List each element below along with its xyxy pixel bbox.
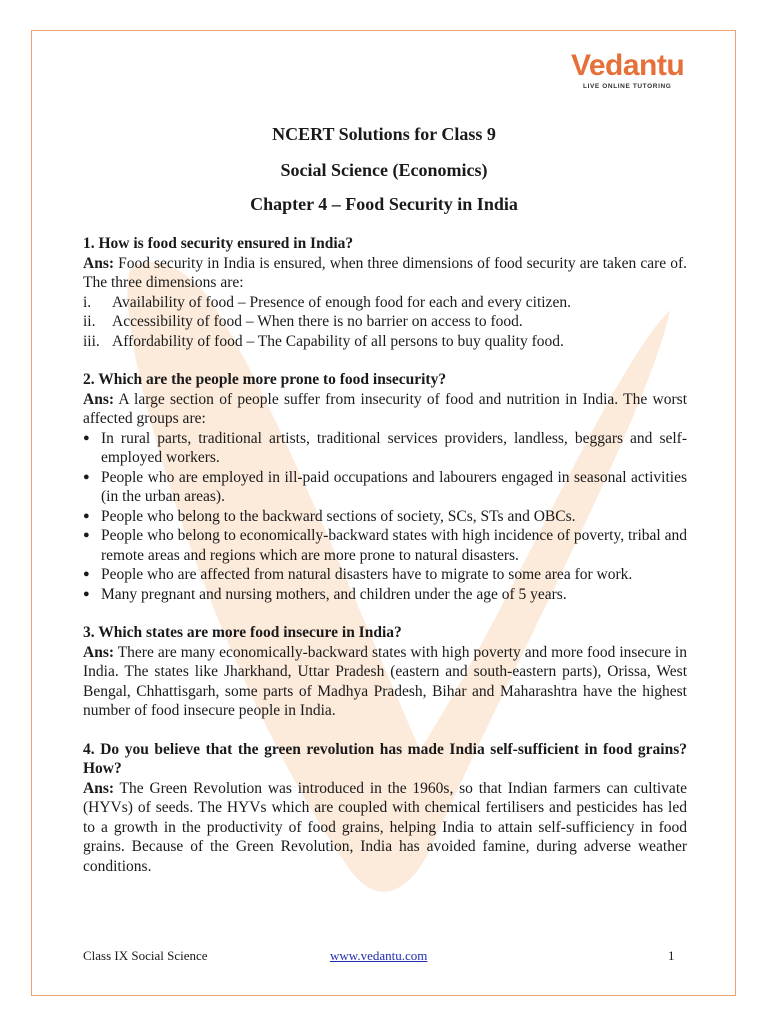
question-block-4 [83, 740, 687, 877]
page-number: 1 [668, 948, 675, 963]
answer-label: Ans: [83, 779, 115, 797]
bullet-icon: ● [83, 529, 90, 541]
list-number: ii. [83, 313, 96, 330]
bullet-icon: ● [83, 470, 90, 483]
answer-body: A large section of people suffer from insecurity of food and nutrition in India. The worst affected groups are: [83, 390, 687, 427]
answer-body: Food security in India is ensured, when three dimensions of food security are taken care of. The three dimensions are: [83, 254, 687, 291]
list-text: Accessibility of food – When there is no barrier on access to food. [112, 313, 523, 330]
question-heading: 4. Do you believe that the green revolution has made India self-sufficient in food grains? How? [83, 740, 687, 777]
answer-text [83, 643, 687, 721]
question-block-2 [83, 370, 687, 604]
list-item [83, 312, 687, 332]
bullet-item [83, 526, 687, 565]
answer-text [83, 254, 687, 293]
bullet-text: People who belong to the backward sections of society, SCs, STs and OBCs. [101, 507, 576, 525]
bullet-item [83, 565, 687, 585]
answer-text [83, 390, 687, 429]
document-body [83, 234, 687, 895]
question-block-3 [83, 623, 687, 721]
bullet-item [83, 468, 687, 507]
answer-label: Ans: [83, 254, 115, 272]
bullet-icon: ● [83, 509, 90, 522]
bullet-item [83, 429, 687, 468]
footer-website-link[interactable]: www.vedantu.com [330, 948, 428, 963]
bullet-text: People who are affected from natural disasters have to migrate to some area for work. [101, 566, 633, 583]
doc-title: NCERT Solutions for Class 9 [272, 124, 496, 144]
bullet-text: People who belong to economically-backward states with high incidence of poverty, tribal and remote areas and regions which are more prone to natural disasters. [101, 527, 687, 564]
question-heading: 3. Which states are more food insecure in India? [83, 624, 402, 641]
list-text: Availability of food – Presence of enough food for each and every citizen. [112, 293, 571, 311]
list-item [83, 332, 687, 352]
answer-body: The Green Revolution was introduced in the 1960s, so that Indian farmers can cultivate (HYVs) of seeds. The HYVs which are coupled with chemical fertilisers and pesticides has led to a growth in the productivity of food grains, helping India to attain self-sufficiency in food grains. Because of the Green Revolution, India has avoided famine, during adverse weather conditions. [83, 779, 687, 875]
answer-body: There are many economically-backward states with high poverty and more food insecure in India. The states like Jharkhand, Uttar Pradesh (eastern and south-eastern parts), Orissa, West Bengal, Chhattisgarh, some parts of Madhya Pradesh, Bihar and Maharashtra have the highest number of food insecure people in India. [83, 643, 687, 719]
logo-wordmark: Vedantu [571, 49, 685, 82]
question-block-1 [83, 234, 687, 351]
bullet-text: Many pregnant and nursing mothers, and children under the age of 5 years. [101, 585, 567, 603]
list-number: i. [83, 293, 92, 311]
question-heading: 2. Which are the people more prone to food insecurity? [83, 371, 447, 388]
list-text: Affordability of food – The Capability of all persons to buy quality food. [112, 332, 564, 350]
bullet-text: People who are employed in ill-paid occupations and labourers engaged in seasonal activities (in the urban areas). [101, 468, 687, 505]
bullet-item [83, 507, 687, 527]
answer-text [83, 779, 687, 877]
footer-class-label: Class IX Social Science [83, 948, 208, 963]
logo-tagline: LIVE ONLINE TUTORING [583, 83, 672, 90]
answer-label: Ans: [83, 390, 115, 408]
list-item [83, 293, 687, 313]
bullet-icon: ● [83, 431, 90, 444]
bullet-icon: ● [83, 568, 90, 580]
list-number: iii. [83, 332, 100, 350]
vedantu-logo[interactable] [571, 50, 689, 96]
bullet-item [83, 585, 687, 605]
doc-chapter: Chapter 4 – Food Security in India [250, 194, 518, 214]
bullet-icon: ● [83, 587, 90, 600]
bullet-text: In rural parts, traditional artists, traditional services providers, landless, beggars and self-employed workers. [101, 429, 687, 466]
question-heading: 1. How is food security ensured in India? [83, 235, 354, 252]
doc-subject: Social Science (Economics) [280, 160, 488, 180]
answer-label: Ans: [83, 643, 115, 661]
